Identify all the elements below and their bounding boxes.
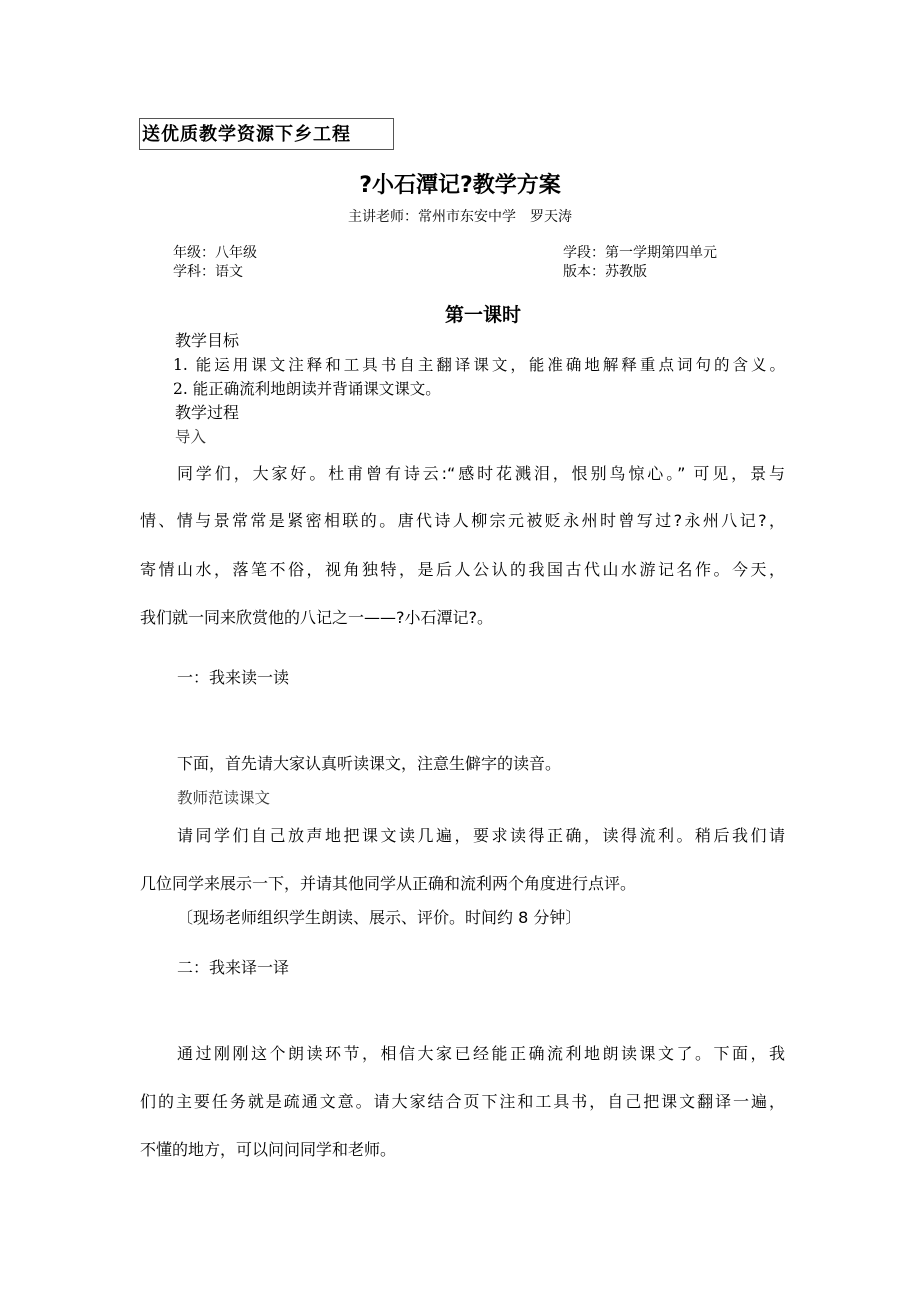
section1-line: 请同学们自己放声地把课文读几遍，要求读得正确，读得流利。稍后我们请	[177, 826, 785, 845]
section1-subheading: 教师范读课文	[177, 789, 271, 807]
intro-line: 同学们，大家好。杜甫曾有诗云:“感时花溅泪，恨别鸟惊心。” 可见，景与	[177, 464, 785, 483]
goal-item: 1. 能运用课文注释和工具书自主翻译课文，能准确地解释重点词句的含义。	[173, 356, 785, 374]
section1-line: 几位同学来展示一下，并请其他同学从正确和流利两个角度进行点评。	[140, 874, 637, 893]
speaker-line: 主讲老师：常州市东安中学 罗天涛	[348, 209, 572, 225]
intro-line: 寄情山水，落笔不俗，视角独特，是后人公认的我国古代山水游记名作。今天，	[140, 560, 785, 579]
document-title: ?小石潭记?教学方案	[359, 173, 561, 198]
section1-line: 下面，首先请大家认真听读课文，注意生僻字的读音。	[177, 754, 562, 773]
section-heading-translate: 二：我来译一译	[177, 958, 290, 977]
goal-item: 2. 能正确流利地朗读并背诵课文课文。	[173, 380, 441, 398]
process-heading: 教学过程	[175, 403, 240, 422]
lesson-title: 第一课时	[444, 304, 521, 326]
intro-heading: 导入	[175, 428, 207, 446]
term: 学段：第一学期第四单元	[563, 245, 717, 261]
section1-note: 〔现场老师组织学生朗读、展示、评价。时间约 8 分钟〕	[177, 908, 582, 927]
goals-heading: 教学目标	[175, 331, 240, 350]
banner-box: 送优质教学资源下乡工程	[139, 118, 394, 150]
grade: 年级：八年级	[173, 245, 257, 261]
section-heading-read: 一：我来读一读	[177, 668, 290, 687]
section2-line: 通过刚刚这个朗读环节，相信大家已经能正确流利地朗读课文了。下面，我	[177, 1044, 785, 1063]
intro-line: 情、情与景常常是紧密相联的。唐代诗人柳宗元被贬永州时曾写过?永州八记?，	[140, 511, 785, 530]
subject: 学科：语文	[173, 264, 243, 280]
section2-line: 不懂的地方，可以问问同学和老师。	[140, 1140, 397, 1159]
section2-line: 们的主要任务就是疏通文意。请大家结合页下注和工具书，自己把课文翻译一遍，	[140, 1092, 785, 1111]
intro-line: 我们就一同来欣赏他的八记之一——?小石潭记?。	[140, 608, 493, 627]
edition: 版本：苏教版	[563, 264, 647, 280]
